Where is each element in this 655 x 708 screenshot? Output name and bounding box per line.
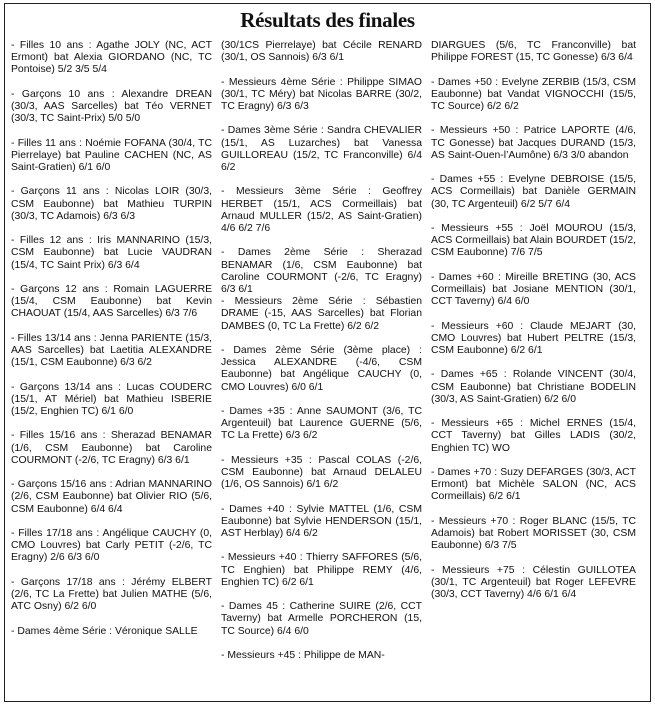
results-article (4, 3, 651, 702)
result-entry: - Garçons 13/14 ans : Lucas COUDERC (15/1, AT Mériel) bat Mathieu ISBERIE (15/2, Enghien TC) 6/1 6/0 (11, 381, 212, 417)
result-entry: - Filles 13/14 ans : Jenna PARIENTE (15/3, AAS Sarcelles) bat Laetitia ALEXANDRE (15/1, CSM Eaubonne) 6/3 6/2 (11, 332, 212, 369)
result-entry: - Dames +55 : Evelyne DEBROISE (15/5, ACS Cormeillais) bat Danièle GERMAIN (30, TC Argenteuil) 6/2 5/7 6/4 (431, 174, 636, 210)
result-entry: - Filles 15/16 ans : Sherazad BENAMAR (1/6, CSM Eaubonne) bat Caroline COURMONT (-2/6, TC Eragny) 6/3 6/1 (11, 430, 212, 466)
result-entry: - Messieurs 4ème Série : Philippe SIMAO (30/1, TC Méry) bat Nicolas BARRE (30/2, TC Eragny) 6/3 6/3 (221, 76, 422, 112)
result-entry: - Garçons 17/18 ans : Jérémy ELBERT (2/6, TC La Frette) bat Julien MATHE (5/6, ATC Osny) 6/2 6/0 (11, 576, 212, 613)
result-entry: - Dames 2ème Série : Sherazad BENAMAR (1/6, CSM Eaubonne) bat Caroline COURMONT (-2/6, TC Eragny) 6/3 6/1 (221, 247, 422, 295)
result-entry: - Dames 4ème Série : Véronique SALLE (11, 625, 198, 637)
result-entry: - Dames +70 : Suzy DEFARGES (30/3, ACT Ermont) bat Michèle SALON (NC, ACS Cormeillais) 6/2 6/1 (431, 466, 636, 503)
result-entry: - Filles 17/18 ans : Angélique CAUCHY (0, CMO Louvres) bat Carly PETIT (-2/6, TC Eragny) 2/6 6/3 6/0 (11, 527, 212, 564)
result-entry: - Garçons 11 ans : Nicolas LOIR (30/3, CSM Eaubonne) bat Mathieu TURPIN (30/3, TC Adamois) 6/3 6/3 (11, 186, 212, 222)
result-entry: - Filles 12 ans : Iris MANNARINO (15/3, CSM Eaubonne) bat Lucie VAUDRAN (15/4, TC Saint Prix) 6/3 6/4 (11, 235, 212, 271)
result-entry: - Messieurs +65 : Michel ERNES (15/4, CCT Taverny) bat Gilles LADIS (30/2, Enghien TC) WO (431, 418, 636, 454)
results-column-3 (426, 40, 636, 697)
result-entry: - Dames +60 : Mireille BRETING (30, ACS Cormeillais) bat Josiane MENTION (30/1, CCT Taverny) 6/4 6/0 (431, 271, 636, 308)
result-entry: - Messieurs +60 : Claude MEJART (30, CMO Louvres) bat Hubert PELTRE (15/3, CSM Eaubonne) 6/2 6/1 (431, 320, 636, 356)
result-entry: - Dames 2ème Série (3ème place) : Jessica ALEXANDRE (-4/6, CSM Eaubonne) bat Angélique CAUCHY (0, CMO Louvres) 6/0 6/1 (221, 345, 422, 393)
result-entry: - Dames +65 : Rolande VINCENT (30/4, CSM Eaubonne) bat Christiane BODELIN (30/3, AS Saint-Gratien) 6/2 6/0 (431, 369, 636, 405)
result-entry: DIARGUES (5/6, TC Franconville) bat Philippe FOREST (15, TC Gonesse) 6/3 6/4 (431, 40, 636, 64)
result-entry: - Dames 3ème Série : Sandra CHEVALIER (15/1, AS Luzarches) bat Vanessa GUILLOREAU (15/2, TC Franconville) 6/4 6/2 (221, 125, 422, 173)
result-entry: - Dames +40 : Sylvie MATTEL (1/6, CSM Eaubonne) bat Sylvie HENDERSON (15/1, AST Herblay) 6/4 6/2 (221, 503, 422, 539)
result-entry: - Filles 11 ans : Noémie FOFANA (30/4, TC Pierrelaye) bat Pauline CACHEN (NC, AS Saint-Gratien) 6/1 6/0 (11, 137, 212, 173)
result-entry: - Dames 45 : Catherine SUIRE (2/6, CCT Taverny) bat Armelle PORCHERON (15, TC Source) 6/4 6/0 (221, 601, 422, 637)
result-entry: - Messieurs 2ème Série : Sébastien DRAME (-15, AAS Sarcelles) bat Florian DAMBES (0, TC La Frette) 6/2 6/2 (221, 296, 422, 332)
result-entry: - Messieurs +45 : Philippe de MAN- (221, 649, 385, 661)
result-entry: - Dames +50 : Evelyne ZERBIB (15/3, CSM Eaubonne) bat Vandat VIGNOCCHI (15/5, TC Source) 6/2 6/2 (431, 76, 636, 112)
result-entry: - Garçons 10 ans : Alexandre DREAN (30/3, AAS Sarcelles) bat Téo VERNET (30/3, TC Saint-Prix) 5/0 5/0 (11, 88, 212, 125)
result-entry: - Filles 10 ans : Agathe JOLY (NC, ACT Ermont) bat Alexia GIORDANO (NC, TC Pontoise) 5/2 3/5 5/4 (11, 40, 212, 76)
result-entry: - Garçons 15/16 ans : Adrian MANNARINO (2/6, CSM Eaubonne) bat Olivier RIO (5/6, CSM Eaubonne) 6/4 6/4 (11, 479, 212, 515)
result-entry: - Messieurs +50 : Patrice LAPORTE (4/6, TC Gonesse) bat Jacques DURAND (15/3, AS Saint-Ouen-l’Aumône) 6/3 3/0 abandon (431, 125, 636, 161)
results-column-2 (216, 40, 426, 697)
article-title: Résultats des finales (240, 8, 415, 32)
result-entry: - Messieurs +75 : Célestin GUILLOTEA (30/1, TC Argenteuil) bat Roger LEFEVRE (30/3, CCT Taverny) 4/6 6/1 6/4 (431, 564, 636, 600)
result-entry: - Garçons 12 ans : Romain LAGUERRE (15/4, CSM Eaubonne) bat Kevin CHAOUAT (15/4, AAS Sarcelles) 6/3 7/6 (11, 283, 212, 320)
result-entry: - Messieurs 3ème Série : Geoffrey HERBET (15/1, ACS Cormeillais) bat Arnaud MULLER (15/2, AS Saint-Gratien) 4/6 6/2 7/6 (221, 186, 422, 234)
result-entry: - Messieurs +55 : Joël MOUROU (15/3, ACS Cormeillais) bat Alain BOURDET (15/2, CSM Eaubonne) 7/6 7/5 (431, 222, 636, 259)
result-entry: - Messieurs +40 : Thierry SAFFORES (5/6, TC Enghien) bat Philippe REMY (4/6, Enghien TC) 6/2 6/1 (221, 552, 422, 588)
results-columns (11, 40, 644, 697)
results-column-1 (11, 40, 216, 697)
result-entry: - Messieurs +35 : Pascal COLAS (-2/6, CSM Eaubonne) bat Arnaud DELALEU (1/6, OS Sannois) 6/1 6/2 (221, 454, 422, 491)
result-entry: (30/1CS Pierrelaye) bat Cécile RENARD (30/1, OS Sannois) 6/3 6/1 (221, 40, 422, 64)
result-entry: - Messieurs +70 : Roger BLANC (15/5, TC Adamois) bat Robert MORISSET (30, CSM Eaubonne) 6/3 7/5 (431, 515, 636, 552)
result-entry: - Dames +35 : Anne SAUMONT (3/6, TC Argenteuil) bat Laurence GUERNE (5/6, TC La Frette) 6/3 6/2 (221, 406, 422, 442)
